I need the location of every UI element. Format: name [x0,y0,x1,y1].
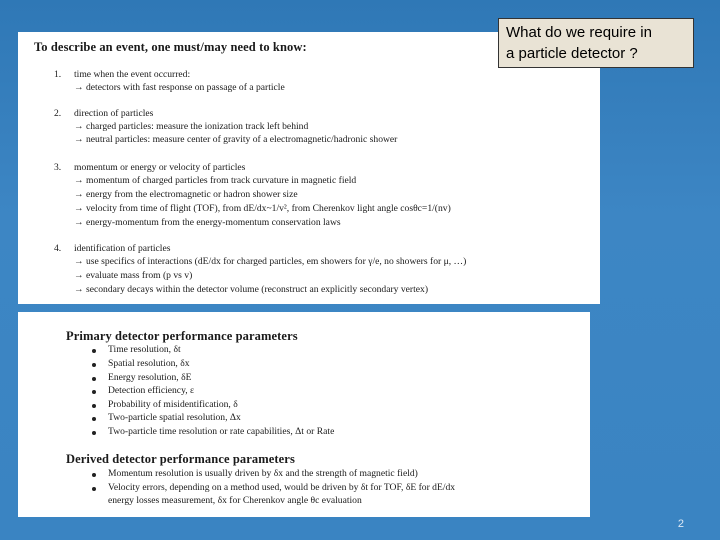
question-callout [498,18,694,68]
item-detail: → charged particles: measure the ionization track left behind [74,121,309,132]
item-title: direction of particles [74,108,154,119]
requirements-panel [18,32,600,304]
item-detail: → detectors with fast response on passage of a particle [74,82,285,93]
bullet [92,417,96,421]
item-number: 1. [54,69,62,80]
bullet [92,431,96,435]
performance-panel [18,312,590,517]
item-detail: → momentum of charged particles from track curvature in magnetic field [74,175,357,186]
primary-item: Two-particle spatial resolution, Δx [108,412,241,423]
item-title: time when the event occurred: [74,69,191,80]
item-detail: → velocity from time of flight (TOF), from dE/dx~1/v², from Cherenkov light angle cosθc=1/(nv) [74,203,451,214]
item-detail: → energy from the electromagnetic or hadron shower size [74,189,298,200]
bullet [92,404,96,408]
page-number: 2 [677,518,684,530]
item-detail: → secondary decays within the detector volume (reconstruct an explicitly secondary vertex) [74,284,429,295]
primary-heading: Primary detector performance parameters [66,329,298,343]
primary-item: Detection efficiency, ε [108,385,195,396]
item-number: 2. [54,108,62,119]
derived-item: Momentum resolution is usually driven by δx and the strength of magnetic field) [108,468,418,479]
item-number: 4. [54,243,62,254]
primary-item: Spatial resolution, δx [108,358,190,369]
item-title: momentum or energy or velocity of particles [74,162,246,173]
requirements-heading: To describe an event, one must/may need to know: [34,40,307,54]
bullet [92,377,96,381]
bullet [92,473,96,477]
derived-heading: Derived detector performance parameters [66,452,295,466]
derived-item: Velocity errors, depending on a method used, would be driven by δt for TOF, δE for dE/dx [108,482,456,493]
item-number: 3. [54,162,62,173]
primary-item: Time resolution, δt [108,344,181,355]
item-detail: → evaluate mass from (p vs v) [74,270,193,281]
item-detail: → neutral particles: measure center of gravity of a electromagnetic/hadronic shower [74,134,398,145]
item-detail: → energy-momentum from the energy-momentum conservation laws [74,217,341,228]
bullet [92,487,96,491]
item-title: identification of particles [74,243,171,254]
bullet [92,349,96,353]
callout-line-2: a particle detector ? [506,45,638,62]
bullet [92,363,96,367]
bullet [92,390,96,394]
callout-line-1: What do we require in [506,24,652,41]
item-detail: → use specifics of interactions (dE/dx for charged particles, em showers for γ/e, no showers for μ, …) [74,256,467,267]
derived-item-continued: energy losses measurement, δx for Cherenkov angle θc evaluation [108,495,362,506]
primary-item: Two-particle time resolution or rate capabilities, Δt or Rate [108,426,335,437]
primary-item: Energy resolution, δE [108,372,192,383]
primary-item: Probability of misidentification, δ [108,399,238,410]
